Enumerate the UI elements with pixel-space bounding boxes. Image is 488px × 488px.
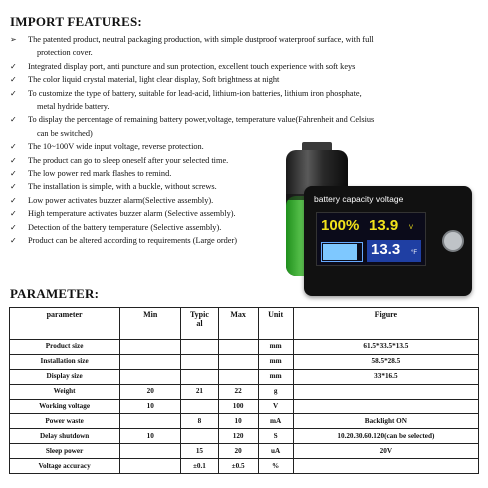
table-cell: uA [258, 444, 293, 459]
parameter-name-cell: Product size [10, 340, 120, 355]
table-cell [181, 340, 219, 355]
table-cell: 8 [181, 414, 219, 429]
feature-text: Low power activates buzzer alarm(Selective assembly). [28, 195, 214, 205]
table-cell: 58.5*28.5 [293, 354, 478, 369]
table-cell [293, 459, 478, 474]
table-cell [120, 369, 181, 384]
table-cell: S [258, 429, 293, 444]
table-cell [120, 340, 181, 355]
feature-text: The product can go to sleep oneself after your selected time. [28, 155, 229, 165]
table-cell [218, 340, 258, 355]
check-bullet-icon: ✓ [10, 222, 17, 232]
feature-text: To display the percentage of remaining battery power,voltage, temperature value(Fahrenheit and Celsius [28, 115, 375, 125]
meter-label: battery capacity voltage [314, 194, 404, 204]
voltage-readout: 13.9 [369, 217, 399, 234]
check-bullet-icon: ✓ [10, 169, 17, 178]
table-row [10, 354, 479, 369]
table-row [10, 444, 479, 459]
table-cell [293, 384, 478, 399]
parameter-name-cell: Display size [10, 369, 120, 384]
table-cell [120, 354, 181, 369]
table-header-cell: Max [218, 308, 258, 340]
feature-text: The patented product, neutral packaging production, with simple dustproof waterproof surface, with full [28, 35, 374, 44]
table-cell: mA [258, 414, 293, 429]
battery-level-fill [323, 244, 357, 260]
table-cell: mm [258, 354, 293, 369]
feature-text: The color liquid crystal material, light clear display, Soft brightness at night [28, 75, 280, 85]
check-bullet-icon: ✓ [10, 75, 17, 85]
feature-text: Detection of the battery temperature (Selective assembly). [28, 222, 222, 232]
table-cell [218, 354, 258, 369]
table-cell [181, 399, 219, 414]
table-row [10, 369, 479, 384]
table-cell: % [258, 459, 293, 474]
table-cell [181, 354, 219, 369]
check-bullet-icon: ✓ [10, 142, 17, 152]
table-cell: 33*16.5 [293, 369, 478, 384]
table-header-cell: Figure [293, 308, 478, 340]
temperature-box [367, 240, 421, 262]
parameter-name-cell: Weight [10, 384, 120, 399]
table-row [10, 414, 479, 429]
parameter-name-cell: Delay shutdown [10, 429, 120, 444]
feature-text: protection cover. [37, 48, 93, 58]
table-row [10, 429, 479, 444]
table-cell: 20 [218, 444, 258, 459]
feature-text: The low power red mark flashes to remind. [28, 169, 172, 178]
table-cell: 21 [181, 384, 219, 399]
parameter-name-cell: Power waste [10, 414, 120, 429]
feature-text: Product can be altered according to requirements (Large order) [28, 236, 238, 245]
feature-text: Integrated display port, anti puncture and sun protection, excellent touch experience with soft keys [28, 61, 356, 71]
table-cell: g [258, 384, 293, 399]
table-cell: ±0.5 [218, 459, 258, 474]
table-cell: 22 [218, 384, 258, 399]
table-header-cell: parameter [10, 308, 120, 340]
table-cell [120, 444, 181, 459]
parameter-name-cell: Voltage accuracy [10, 459, 120, 474]
check-bullet-icon: ✓ [10, 115, 17, 125]
parameter-table [9, 307, 479, 474]
table-header-cell: Typic al [181, 308, 219, 340]
parameter-name-cell: Installation size [10, 354, 120, 369]
table-cell: 100 [218, 399, 258, 414]
battery-level-bar [321, 242, 363, 262]
table-cell: ±0.1 [181, 459, 219, 474]
table-cell: 10 [120, 399, 181, 414]
table-row [10, 384, 479, 399]
table-cell: 15 [181, 444, 219, 459]
arrow-bullet-icon: ➢ [10, 35, 17, 44]
table-header-cell: Unit [258, 308, 293, 340]
table-cell: 10 [120, 429, 181, 444]
check-bullet-icon: ✓ [10, 155, 17, 165]
battery-meter-device [304, 186, 472, 296]
table-cell: mm [258, 369, 293, 384]
table-cell: Backlight ON [293, 414, 478, 429]
features-title: IMPORT FEATURES: [10, 14, 142, 29]
table-cell: 10.20.30.60.120(can be selected) [293, 429, 478, 444]
feature-text: metal hydride battery. [37, 101, 110, 111]
table-cell: V [258, 399, 293, 414]
table-row [10, 340, 479, 355]
meter-screen [316, 212, 426, 266]
parameter-name-cell: Working voltage [10, 399, 120, 414]
feature-text: To customize the type of battery, suitable for lead-acid, lithium-ion batteries, lithium iron phosphate, [28, 88, 362, 98]
table-cell [120, 414, 181, 429]
table-cell [293, 399, 478, 414]
table-cell: 10 [218, 414, 258, 429]
feature-text: The 10~100V wide input voltage, reverse protection. [28, 142, 204, 152]
check-bullet-icon: ✓ [10, 195, 17, 205]
feature-text: High temperature activates buzzer alarm (Selective assembly). [28, 209, 236, 219]
table-row [10, 459, 479, 474]
table-cell: mm [258, 340, 293, 355]
temperature-unit: °F [411, 250, 418, 256]
temperature-readout: 13.3 [371, 241, 401, 258]
percent-readout: 100% [321, 217, 360, 234]
check-bullet-icon: ✓ [10, 182, 17, 192]
table-cell: 120 [218, 429, 258, 444]
feature-text: The installation is simple, with a buckle, without screws. [28, 182, 217, 192]
table-header-cell: Min [120, 308, 181, 340]
table-cell: 20V [293, 444, 478, 459]
check-bullet-icon: ✓ [10, 61, 17, 71]
parameter-name-cell: Sleep power [10, 444, 120, 459]
table-row [10, 399, 479, 414]
table-cell [181, 369, 219, 384]
power-button [442, 230, 464, 252]
table-cell: 20 [120, 384, 181, 399]
table-cell [181, 429, 219, 444]
check-bullet-icon: ✓ [10, 236, 17, 245]
table-cell: 61.5*33.5*13.5 [293, 340, 478, 355]
voltage-unit: V [409, 225, 414, 231]
table-cell [218, 369, 258, 384]
feature-text: can be switched) [37, 128, 93, 138]
table-header-row [10, 308, 479, 340]
check-bullet-icon: ✓ [10, 209, 17, 219]
parameter-title: PARAMETER: [10, 286, 100, 301]
check-bullet-icon: ✓ [10, 88, 17, 98]
table-cell [120, 459, 181, 474]
